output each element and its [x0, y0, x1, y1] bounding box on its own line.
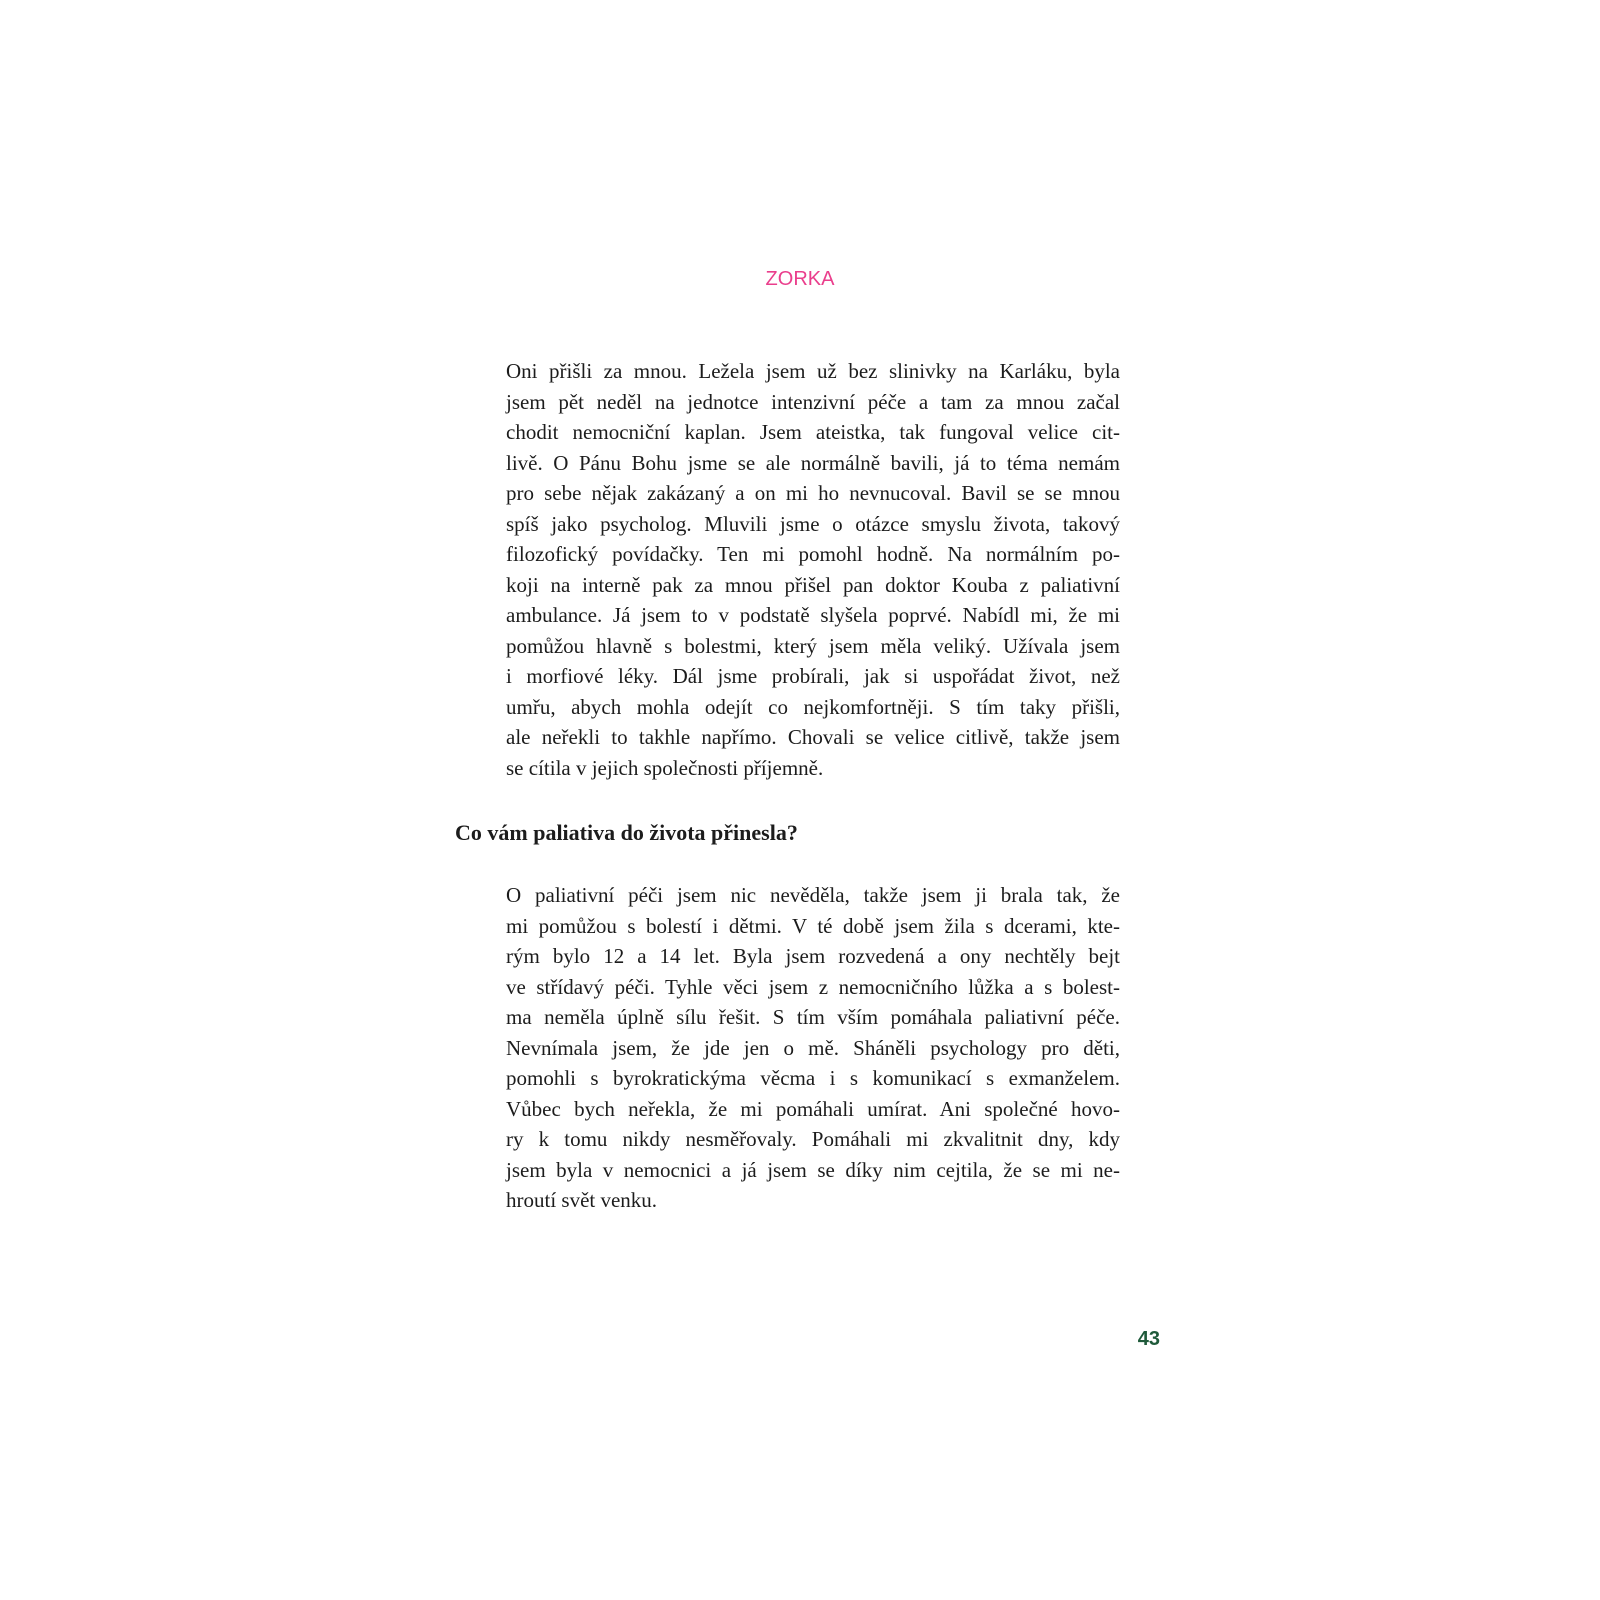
paragraph-line: livě. O Pánu Bohu jsme se ale normálně bavili, já to téma nemám	[506, 450, 1120, 475]
paragraph-line: rým bylo 12 a 14 let. Byla jsem rozvedená a ony nechtěly bejt	[506, 944, 1120, 968]
paragraph-line: spíš jako psycholog. Mluvili jsme o otázce smyslu života, takový	[506, 511, 1120, 536]
paragraph-line: pomohli s byrokratickýma věcma i s komunikací s exmanželem.	[506, 1066, 1120, 1090]
paragraph-line: mi pomůžou s bolestí i dětmi. V té době jsem žila s dcerami, kte-	[506, 913, 1120, 938]
paragraph-line: se cítila v jejich společnosti příjemně.	[506, 755, 824, 780]
paragraph-line: ry k tomu nikdy nesměřovaly. Pomáhali mi zkvalitnit dny, kdy	[506, 1127, 1120, 1151]
paragraph-line: ma neměla úplně sílu řešit. S tím vším pomáhala paliativní péče.	[506, 1005, 1120, 1029]
paragraph-line: Nevnímala jsem, že jde jen o mě. Sháněli psychology pro děti,	[506, 1035, 1120, 1060]
paragraph-1	[506, 356, 1120, 783]
paragraph-line: jsem pět neděl na jednotce intenzivní péče a tam za mnou začal	[506, 389, 1120, 414]
page-number: 43	[1137, 1328, 1160, 1350]
paragraph-line: chodit nemocniční kaplan. Jsem ateistka, tak fungoval velice cit-	[506, 420, 1120, 444]
running-head: ZORKA	[765, 268, 835, 290]
paragraph-line: hroutí svět venku.	[506, 1188, 658, 1212]
paragraph-line: ambulance. Já jsem to v podstatě slyšela poprvé. Nabídl mi, že mi	[506, 603, 1120, 627]
paragraph-2	[506, 880, 1120, 1216]
interview-question: Co vám paliativa do života přinesla?	[455, 820, 798, 845]
paragraph-line: O paliativní péči jsem nic nevěděla, takže jsem ji brala tak, že	[506, 883, 1120, 907]
paragraph-line: ve střídavý péči. Tyhle věci jsem z nemocničního lůžka a s bolest-	[506, 974, 1120, 999]
paragraph-line: ale neřekli to takhle napřímo. Chovali se velice citlivě, takže jsem	[506, 725, 1120, 749]
paragraph-line: Vůbec bych neřekla, že mi pomáhali umírat. Ani společné hovo-	[506, 1096, 1120, 1121]
paragraph-line: pomůžou hlavně s bolestmi, který jsem měla veliký. Užívala jsem	[506, 633, 1120, 658]
paragraph-line: pro sebe nějak zakázaný a on mi ho nevnucoval. Bavil se se mnou	[506, 481, 1120, 505]
paragraph-line: filozofický povídačky. Ten mi pomohl hodně. Na normálním po-	[506, 542, 1120, 566]
paragraph-line: koji na interně pak za mnou přišel pan doktor Kouba z paliativní	[506, 572, 1120, 597]
paragraph-line: umřu, abych mohla odejít co nejkomfortněji. S tím taky přišli,	[506, 694, 1120, 719]
paragraph-line: jsem byla v nemocnici a já jsem se díky nim cejtila, že se mi ne-	[506, 1157, 1120, 1182]
paragraph-line: i morfiové léky. Dál jsme probírali, jak si uspořádat život, než	[506, 664, 1120, 688]
paragraph-line: Oni přišli za mnou. Ležela jsem už bez slinivky na Karláku, byla	[506, 359, 1120, 383]
